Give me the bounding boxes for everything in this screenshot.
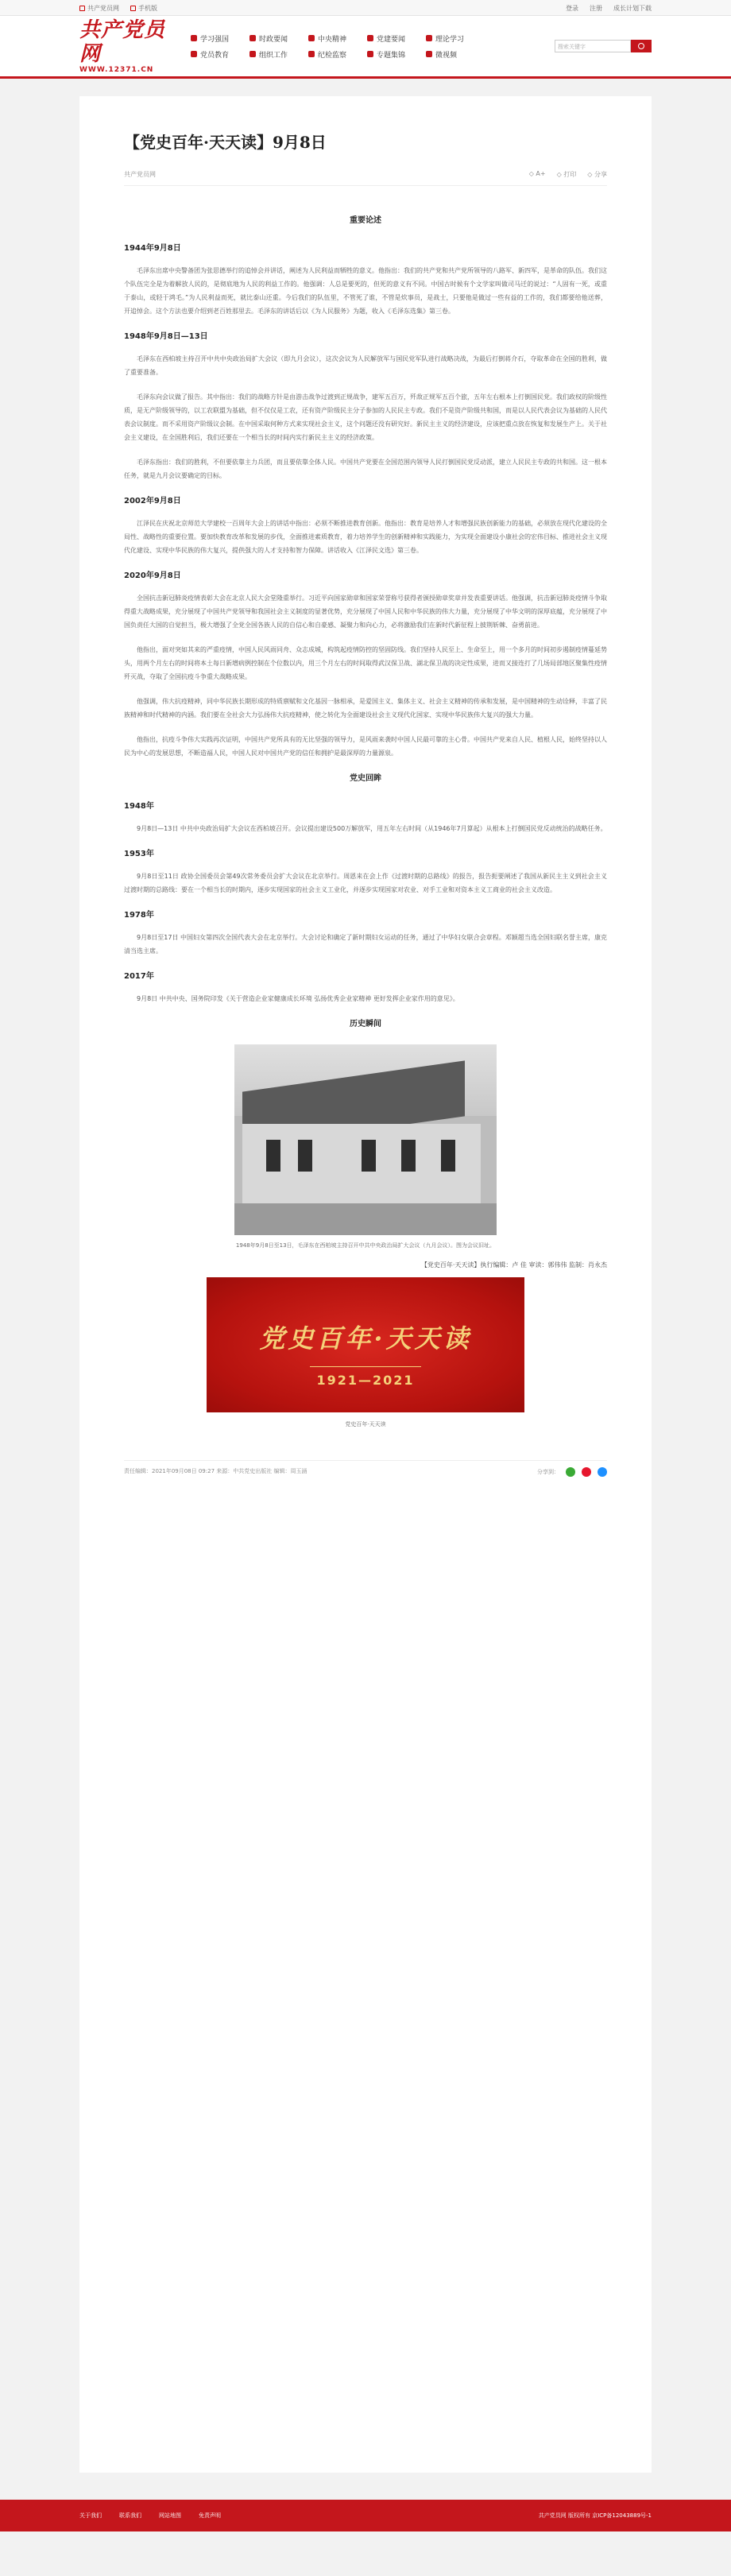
nav-item[interactable]: 时政要闻 xyxy=(249,31,305,45)
wechat-icon[interactable] xyxy=(566,1467,575,1477)
entry-paragraph: 毛泽东在西柏坡主持召开中共中央政治局扩大会议（即九月会议），这次会议为人民解放军与国民党军队进行战略决战，为最后打倒蒋介石，夺取革命在全国的胜利，做了重要准备。 xyxy=(124,355,607,376)
nav-item[interactable]: 党建要闻 xyxy=(367,31,423,45)
site-header xyxy=(0,16,731,76)
weibo-icon[interactable] xyxy=(582,1467,591,1477)
editor-info: 责任编辑：2021年09月08日 09:27 来源：中共党史出版社 编辑：周玉涵 xyxy=(124,1468,307,1474)
banner-title: 党史百年·天天读 xyxy=(259,1323,472,1354)
review-paragraph: 9月8日至11日 政协全国委员会第49次常务委员会扩大会议在北京举行。周恩来在会上作《过渡时期的总路线》的报告，报告扼要阐述了我国从新民主主义到社会主义过渡时期的总路线：要在一个相当长的时期内，逐步实现国家的社会主义工业化，并逐步实现国家对农业、对手工业和对资本主义工商业的社会主义改造。 xyxy=(124,873,607,893)
entry-paragraph: 他指出，面对突如其来的严重疫情，中国人民风雨同舟、众志成城，构筑起疫情防控的坚固防线。我们坚持人民至上、生命至上，用一个多月的时间初步遏制疫情蔓延势头，用两个月左右的时间将本土每日新增病例控制在个位数以内，用三个月左右的时间取得武汉保卫战、湖北保卫战的决定性成果，进而又接连打了几场局部地区聚集性疫情歼灭战，夺取了全国抗疫斗争重大战略成果。 xyxy=(124,646,607,680)
font-size-button[interactable]: ◇ A+ xyxy=(529,170,546,179)
review-date: 1948年 xyxy=(124,802,154,811)
article-source: 共产党员网 xyxy=(124,171,156,178)
site-footer xyxy=(0,2500,731,2531)
review-paragraph: 9月8日至17日 中国妇女第四次全国代表大会在北京举行。大会讨论和确定了新时期妇女运动的任务，通过了中华妇女联合会章程。邓颖超当选全国妇联名誉主席，康克清当选主席。 xyxy=(124,934,607,955)
logo-url: WWW.12371.CN xyxy=(79,66,154,74)
main-nav xyxy=(191,31,555,61)
entry-paragraph: 毛泽东向会议做了报告。其中指出：我们的战略方针是由游击战争过渡到正规战争，建军五百万，歼敌正规军五百个旅，五年左右根本上打倒国民党。我们政权的阶级性质，是无产阶级领导的，以工农联盟为基础，但不仅仅是工农，还有资产阶级民主分子参加的人民民主专政。我们不是资产阶级共和国，而是以人民代表会议为基础的人民代表会议制度。而不采用资产阶级议会制。在中国采取何种方式来实现社会主义，这个问题还没有研究好。新民主主义的经济建设，应该把重点放在恢复和发展生产上。关于社会主义建设，在全国胜利后，我们还要在一个相当长的时间内实行新民主主义的经济政策。 xyxy=(124,393,607,441)
download-link[interactable]: 成长计划下载 xyxy=(613,4,652,12)
article-footer-meta xyxy=(124,1460,607,1477)
footer-link[interactable]: 关于我们 xyxy=(79,2512,102,2519)
nav-item[interactable]: 组织工作 xyxy=(249,47,305,61)
series-banner xyxy=(207,1277,524,1412)
register-link[interactable]: 注册 xyxy=(590,4,602,12)
banner-caption: 党史百年·天天读 xyxy=(345,1421,386,1427)
review-date: 2017年 xyxy=(124,972,154,981)
header-divider xyxy=(0,76,731,79)
entry-paragraph: 他指出，抗疫斗争伟大实践再次证明，中国共产党所具有的无比坚强的领导力，是风雨来袭时中国人民最可靠的主心骨。中国共产党来自人民、植根人民，始终坚持以人民为中心的发展思想，不断造福人民，中国人民对中国共产党的信任和拥护是最深厚的力量源泉。 xyxy=(124,736,607,757)
search-button[interactable] xyxy=(631,40,652,52)
nav-item[interactable]: 纪检监察 xyxy=(308,47,364,61)
article-title: 【党史百年·天天读】9月8日 xyxy=(124,133,327,152)
login-link[interactable]: 登录 xyxy=(566,4,578,12)
home-icon xyxy=(79,6,85,11)
nav-item[interactable]: 中央精神 xyxy=(308,31,364,45)
article-meta xyxy=(124,170,607,186)
share-label: 分享到： xyxy=(537,1469,559,1475)
entry-date: 2002年9月8日 xyxy=(124,497,181,506)
entry-date: 1944年9月8日 xyxy=(124,244,181,253)
topbar-mobile-link[interactable]: 手机版 xyxy=(130,4,157,13)
print-button[interactable]: ◇ 打印 xyxy=(557,170,577,179)
share-bar xyxy=(537,1467,607,1477)
footer-link[interactable]: 免责声明 xyxy=(199,2512,221,2519)
article-container xyxy=(79,96,652,2473)
entry-paragraph: 江泽民在庆祝北京师范大学建校一百周年大会上的讲话中指出：必须不断推进教育创新。他指出：教育是培养人才和增强民族创新能力的基础，必须放在现代化建设的全局性、战略性的重要位置。要加快教育改革和发展的步伐，全面推进素质教育，着力培养学生的创新精神和实践能力，为实现全面建设小康社会的宏伟目标、推进社会主义现代化建设、实现中华民族的伟大复兴，提供强大的人才支持和智力保障。讲话收入《江泽民文选》第三卷。 xyxy=(124,520,607,554)
history-photo xyxy=(234,1044,497,1235)
review-paragraph: 9月8日—13日 中共中央政治局扩大会议在西柏坡召开。会议提出建设500万解放军，用五年左右时间（从1946年7月算起）从根本上打倒国民党反动统治的战略任务。 xyxy=(137,825,607,832)
entry-date: 2020年9月8日 xyxy=(124,571,181,580)
nav-item[interactable]: 学习强国 xyxy=(191,31,246,45)
review-date: 1953年 xyxy=(124,850,154,858)
review-paragraph: 9月8日 中共中央、国务院印发《关于营造企业家健康成长环境 弘扬优秀企业家精神 更好发挥企业家作用的意见》。 xyxy=(137,995,459,1002)
nav-item[interactable]: 理论学习 xyxy=(426,31,482,45)
phone-icon xyxy=(130,6,136,11)
entry-paragraph: 毛泽东出席中央警备团为张思德举行的追悼会并讲话，阐述为人民利益而牺牲的意义。他指出：我们的共产党和共产党所领导的八路军、新四军，是革命的队伍。我们这个队伍完全是为着解放人民的，是彻底地为人民的利益工作的。他强调：人总是要死的，但死的意义有不同。中国古时候有个文学家叫做司马迁的说过：“人固有一死，或重于泰山，或轻于鸿毛。”为人民利益而死，就比泰山还重。今后我们的队伍里，不管死了谁，不管是炊事员，是战士，只要他是做过一些有益的工作的，我们都要给他送葬，开追悼会。这个方法也要介绍到老百姓那里去。毛泽东的讲话后以《为人民服务》为题，收入《毛泽东选集》第三卷。 xyxy=(124,267,607,315)
review-date: 1978年 xyxy=(124,911,154,920)
search-input[interactable]: 搜索关键字 xyxy=(555,40,631,52)
search-bar xyxy=(555,40,652,52)
nav-item[interactable]: 党员教育 xyxy=(191,47,246,61)
top-bar xyxy=(0,0,731,16)
nav-item[interactable]: 专题集锦 xyxy=(367,47,423,61)
section-title-events: 重要论述 xyxy=(350,216,381,225)
entry-date: 1948年9月8日—13日 xyxy=(124,332,208,341)
entry-paragraph: 他强调，伟大抗疫精神，同中华民族长期形成的特质禀赋和文化基因一脉相承，是爱国主义、集体主义、社会主义精神的传承和发展，是中国精神的生动诠释，丰富了民族精神和时代精神的内涵。我们要在全社会大力弘扬伟大抗疫精神，使之转化为全面建设社会主义现代化国家、实现中华民族伟大复兴的强大力量。 xyxy=(124,698,607,719)
editor-credit: 【党史百年·天天读】执行编辑：卢 佳 审读：郭伟伟 监制：肖永杰 xyxy=(420,1261,607,1269)
footer-link[interactable]: 联系我们 xyxy=(119,2512,141,2519)
qq-icon[interactable] xyxy=(598,1467,607,1477)
history-photo-block xyxy=(124,1044,607,1249)
entry-paragraph: 全国抗击新冠肺炎疫情表彰大会在北京人民大会堂隆重举行。习近平向国家勋章和国家荣誉称号获得者颁授勋章奖章并发表重要讲话。他强调，抗击新冠肺炎疫情斗争取得重大战略成果，充分展现了中国共产党领导和我国社会主义制度的显著优势，充分展现了中国人民和中华民族的伟大力量，充分展现了中华文明的深厚底蕴，充分展现了中国负责任大国的自觉担当，极大增强了全党全国各族人民的自信心和自豪感、凝聚力和向心力，必将激励我们在新时代新征程上披荆斩棘、奋勇前进。 xyxy=(124,595,607,629)
share-button[interactable]: ◇ 分享 xyxy=(587,170,607,179)
logo-text: 共产党员网 xyxy=(79,18,166,66)
nav-item[interactable]: 微视频 xyxy=(426,47,482,61)
entry-paragraph: 毛泽东指出：我们的胜利，不但要依靠主力兵团，而且要依靠全体人民。中国共产党要在全国范围内领导人民打倒国民党反动派，建立人民民主专政的共和国。这一根本任务，就是九月会议要确定的目标。 xyxy=(124,459,607,479)
copyright: 共产党员网 版权所有 京ICP备12043889号-1 xyxy=(538,2512,652,2519)
section-title-photo: 历史瞬间 xyxy=(350,1020,381,1028)
site-logo[interactable] xyxy=(79,18,183,74)
footer-link[interactable]: 网站地图 xyxy=(159,2512,181,2519)
banner-years: 1921—2021 xyxy=(316,1373,415,1388)
photo-caption: 1948年9月8日至13日，毛泽东在西柏坡主持召开中共中央政治局扩大会议（九月会议）。图为会议旧址。 xyxy=(235,1242,496,1249)
section-title-review: 党史回眸 xyxy=(350,774,381,783)
topbar-home-link[interactable]: 共产党员网 xyxy=(79,4,119,13)
